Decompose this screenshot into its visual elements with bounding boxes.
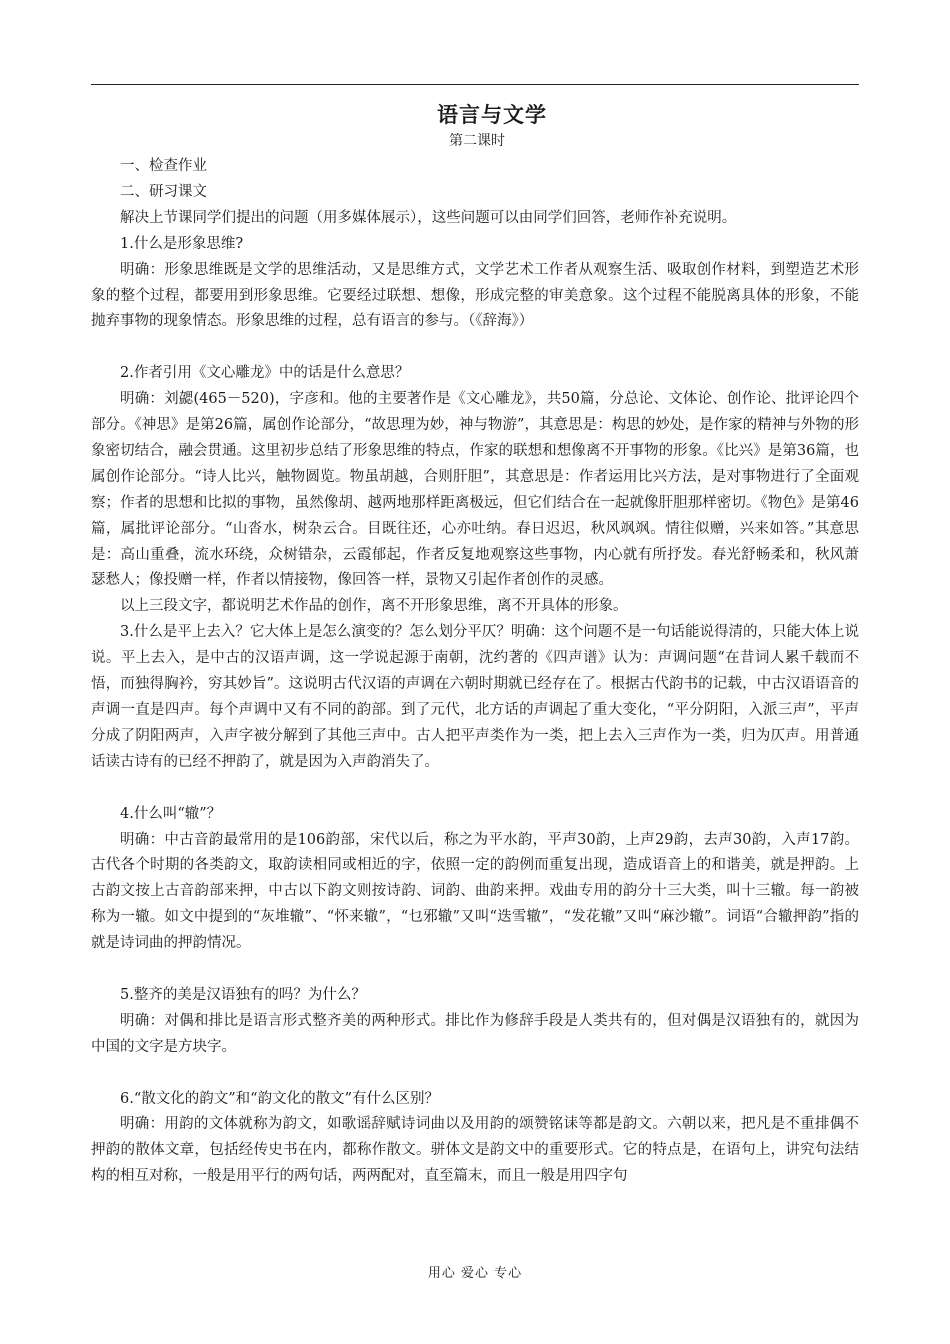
subtitle: 第二课时 [449, 133, 505, 149]
answer-2: 明确：刘勰(465－520)，字彦和。他的主要著作是《文心雕龙》，共50篇，分总论、文体论、创作论、批评论四个部分。《神思》是第26篇，属创作论部分，“故思理为妙，神与物游”，其意思是：构思的妙处，是作家的精神与外物的形象密切结合，融会贯通。这里初步总结了形象思维的特点，作家的联想和想像离不开事物的形象。《比兴》是第36篇，也属创作论部分。“诗人比兴，触物圆览。物虽胡越，合则肝胆”，其意思是：作者运用比兴方法，是对事物进行了全面观察；作者的思想和比拟的事物，虽然像胡、越两地那样距离极远，但它们结合在一起就像肝胆那样密切。《物色》是第46篇，属批评论部分。“山沓水，树杂云合。目既往还，心亦吐纳。春日迟迟，秋风飒飒。情往似赠，兴来如答。”其意思是：高山重叠，流水环绕，众树错杂，云霞郁起，作者反复地观察这些事物，内心就有所抒发。春光舒畅柔和，秋风萧瑟愁人；像投赠一样，作者以情接物，像回答一样，景物又引起作者创作的灵感。 [91, 391, 859, 589]
page-title: 语言与文学 [437, 102, 547, 127]
blank-line [91, 335, 859, 361]
answer-1: 明确：形象思维既是文学的思维活动，又是思维方式，文学艺术工作者从观察生活、吸取创作材料，到塑造艺术形象的整个过程，都要用到形象思维。它要经过联想、想像，形成完整的审美意象。这个过程不能脱离具体的形象，不能抛弃事物的现象情态。形象思维的过程，总有语言的参与。（《辞海》） [91, 261, 859, 330]
section-heading: 一、检查作业 [120, 158, 207, 174]
document-body [91, 154, 859, 1190]
blank-line [91, 957, 859, 983]
question-5: 5.整齐的美是汉语独有的吗？为什么？ [120, 986, 366, 1003]
page-footer: 用心 爱心 专心 [427, 1266, 523, 1281]
question-1: 1.什么是形象思维? [120, 235, 244, 252]
answer-4: 明确：中古音韵最常用的是106韵部，宋代以后，称之为平水韵，平声30韵，上声29韵，去声30韵，入声17韵。古代各个时期的各类韵文，取韵读相同或相近的字，依照一定的韵例而重复出现，造成语音上的和谐美，就是押韵。上古韵文按上古音韵部来押，中古以下韵文则按诗韵、词韵、曲韵来押。戏曲专用的韵分十三大类，叫十三辙。每一韵被称为一辙。如文中提到的“灰堆辙”、“怀来辙”，“乜邪辙”又叫“迭雪辙”，“发花辙”又叫“麻沙辙”。词语“合辙押韵”指的就是诗词曲的押韵情况。 [91, 831, 859, 952]
question-4: 4.什么叫“辙”？ [120, 805, 222, 822]
question-6: 6.“散文化的韵文”和“韵文化的散文”有什么区别？ [120, 1090, 439, 1107]
blank-line [91, 1061, 859, 1087]
answer-5: 明确：对偶和排比是语言形式整齐美的两种形式。排比作为修辞手段是人类共有的，但对偶是汉语独有的，就因为中国的文字是方块字。 [91, 1012, 859, 1055]
intro-paragraph: 解决上节课同学们提出的问题（用多媒体展示），这些问题可以由同学们回答，老师作补充说明。 [120, 209, 737, 226]
summary-2: 以上三段文字，都说明艺术作品的创作，离不开形象思维，离不开具体的形象。 [120, 598, 628, 615]
question-answer-3: 3.什么是平上去入？它大体上是怎么演变的？怎么划分平仄？明确：这个问题不是一句话能说得清的，只能大体上说说。平上去入，是中古的汉语声调，这一学说起源于南朝，沈约著的《四声谱》认为：声调问题“在昔词人累千载而不悟，而独得胸衿，穷其妙旨”。这说明古代汉语的声调在六朝时期就已经存在了。根据古代韵书的记载，中古汉语语音的声调一直是四声。每个声调中又有不同的韵部。到了元代，北方话的声调起了重大变化，“平分阴阳，入派三声”，平声分成了阴阳两声，入声字被分解到了其他三声中。古人把平声类作为一类，把上去入三声作为一类，归为仄声。用普通话读古诗有的已经不押韵了，就是因为入声韵消失了。 [91, 624, 859, 770]
answer-6: 明确：用韵的文体就称为韵文，如歌谣辞赋诗词曲以及用韵的颂赞铭诔等都是韵文。六朝以来，把凡是不重排偶不押韵的散体文章，包括经传史书在内，都称作散文。骈体文是韵文中的重要形式。它的特点是，在语句上，讲究句法结构的相互对称，一般是用平行的两句话，两两配对，直至篇末，而且一般是用四字句 [91, 1116, 859, 1185]
question-2: 2.作者引用《文心雕龙》中的话是什么意思？ [120, 365, 410, 382]
top-rule [91, 84, 859, 85]
blank-line [91, 776, 859, 802]
section-heading: 二、研习课文 [120, 183, 207, 200]
